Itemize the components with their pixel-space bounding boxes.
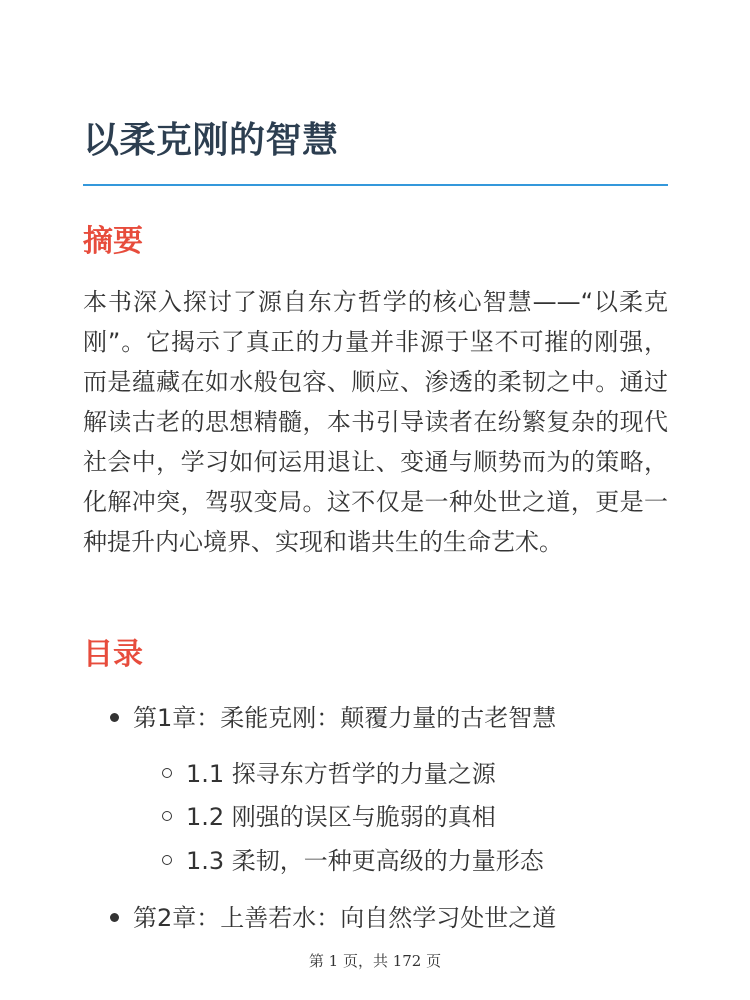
filled-bullet-icon bbox=[110, 713, 119, 722]
toc-section-1-2 bbox=[162, 799, 496, 835]
toc-section-label: 1.1 探寻东方哲学的力量之源 bbox=[186, 760, 496, 788]
abstract-text: 本书深入探讨了源自东方哲学的核心智慧——“以柔克刚”。它揭示了真正的力量并非源于坚不可摧的刚强，而是蕴藏在如水般包容、顺应、渗透的柔韧之中。通过解读古老的思想精髓，本书引导读者在纷繁复杂的现代社会中，学习如何运用退让、变通与顺势而为的策略，化解冲突，驾驭变局。这不仅是一种处世之道，更是一种提升内心境界、实现和谐共生的生命艺术。 bbox=[83, 288, 668, 556]
hollow-bullet-icon bbox=[162, 855, 172, 865]
hollow-bullet-icon bbox=[162, 768, 172, 778]
toc-chapter-label: 第1章：柔能克刚：颠覆力量的古老智慧 bbox=[133, 704, 557, 732]
toc-chapter-label: 第2章：上善若水：向自然学习处世之道 bbox=[133, 904, 557, 932]
title-divider bbox=[83, 184, 668, 186]
abstract-heading: 摘要 bbox=[83, 224, 143, 259]
toc-section-label: 1.2 刚强的误区与脆弱的真相 bbox=[186, 803, 496, 831]
toc-section-1-1 bbox=[162, 756, 496, 792]
toc-chapter-1 bbox=[110, 700, 556, 736]
toc-chapter-2 bbox=[110, 900, 556, 936]
toc-heading: 目录 bbox=[83, 637, 143, 672]
page-number-footer: 第 1 页，共 172 页 bbox=[308, 952, 442, 970]
toc-section-1-3 bbox=[162, 843, 544, 879]
filled-bullet-icon bbox=[110, 913, 119, 922]
toc-section-label: 1.3 柔韧，一种更高级的力量形态 bbox=[186, 847, 544, 875]
document-title: 以柔克刚的智慧 bbox=[83, 120, 339, 161]
hollow-bullet-icon bbox=[162, 811, 172, 821]
